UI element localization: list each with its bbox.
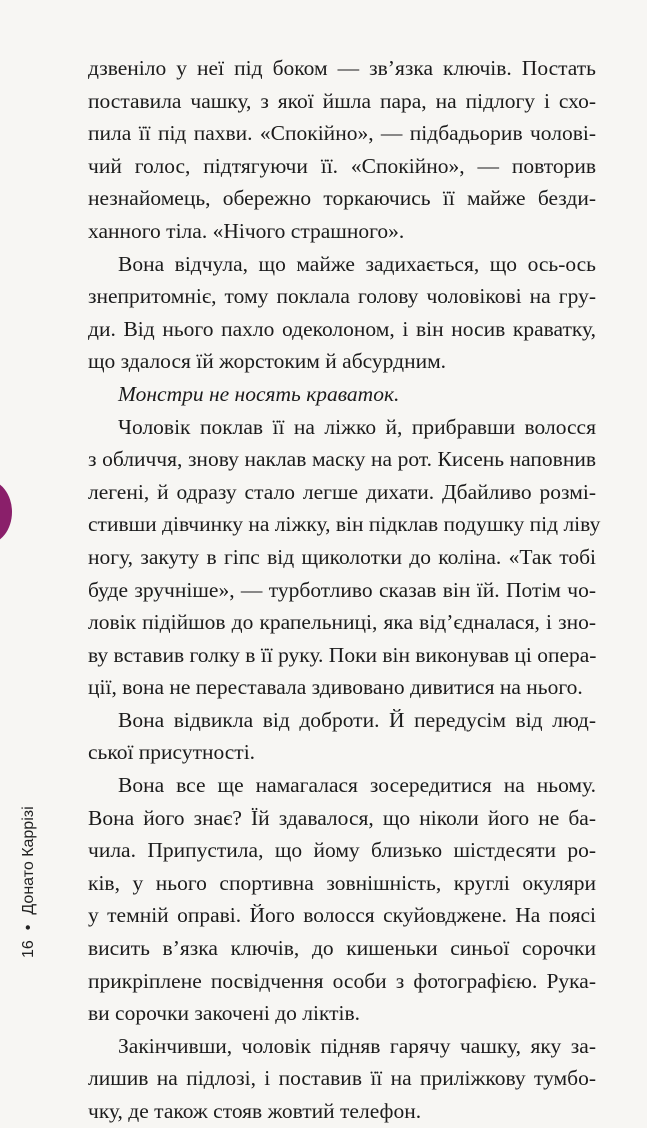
text-line: Вона все ще намагалася зосередитися на ньому. — [118, 773, 596, 798]
text-line: Вона відвикла від доброти. Й передусім від люд- — [118, 707, 596, 732]
text-line: у темній оправі. Його волосся скуйовджене. На поясі — [88, 903, 596, 928]
paragraph — [88, 411, 601, 704]
text-line: ханного тіла. «Нічого страшного». — [88, 218, 405, 243]
page-body-text — [88, 52, 601, 1128]
text-line: ції, вона не переставала здивовано дивитися на нього. — [88, 675, 583, 700]
text-line: чила. Припустила, що йому близько шістдесяти ро- — [88, 838, 596, 863]
text-line: що здалося їй жорстоким й абсурдним. — [88, 349, 447, 374]
footer-separator: • — [20, 924, 37, 931]
text-line: висить в’язка ключів, до кишеньки синьої сорочки — [88, 936, 596, 961]
text-line: Вона відчула, що майже задихається, що ось-ось — [118, 251, 596, 276]
text-line: незнайомець, обережно торкаючись її майже безди- — [88, 186, 596, 211]
text-line: буде зручніше», — турботливо сказав він їй. Потім чо- — [88, 577, 596, 602]
running-footer — [20, 806, 38, 958]
text-line: ди. Від нього пахло одеколоном, і він носив краватку, — [88, 316, 596, 341]
text-line: Закінчивши, чоловік підняв гарячу чашку, яку за- — [118, 1033, 596, 1058]
text-line: знепритомніє, тому поклала голову чоловікові на гру- — [88, 284, 596, 309]
text-line: пила її під пахви. «Спокійно», — підбадьорив чолові- — [88, 121, 596, 146]
text-line: Чоловік поклав її на ліжко й, прибравши волосся — [118, 414, 596, 439]
text-line: ногу, закуту в гіпс від щиколотки до коліна. «Так тобі — [88, 544, 596, 569]
text-line: ків, у нього спортивна зовнішність, круглі окуляри — [88, 870, 596, 895]
paragraph — [88, 1030, 596, 1128]
paragraph — [88, 378, 596, 411]
text-line: Вона його знає? Їй здавалося, що ніколи його не ба- — [88, 805, 596, 830]
text-line: ви сорочки закочені до ліктів. — [88, 1001, 361, 1026]
text-line: чий голос, підтягуючи її. «Спокійно», — повторив — [88, 153, 596, 178]
text-line: прикріплене посвідчення особи з фотографією. Рука- — [88, 968, 596, 993]
text-line: ловік підійшов до крапельниці, яка від’єдналася, і зно- — [88, 610, 596, 635]
paragraph — [88, 704, 596, 769]
author-name: Донато Каррізі — [20, 806, 37, 915]
paragraph — [88, 248, 596, 378]
text-line: ської присутності. — [88, 740, 256, 765]
text-line: поставила чашку, з якої йшла пара, на підлогу і схо- — [88, 88, 596, 113]
text-line: легені, й одразу стало легше дихати. Дбайливо розмі- — [88, 479, 596, 504]
text-line: чку, де також стояв жовтий телефон. — [88, 1099, 422, 1123]
text-line: з обличчя, знову наклав маску на рот. Кисень наповнив — [88, 447, 596, 472]
paragraph — [88, 52, 596, 248]
text-line: дзвеніло у неї під боком — зв’язка ключів. Постать — [88, 56, 596, 80]
text-line: стивши дівчинку на ліжку, він підклав подушку під ліву — [88, 512, 601, 537]
side-color-tab — [0, 480, 12, 544]
paragraph — [88, 769, 596, 1030]
page-number: 16 — [20, 940, 37, 958]
text-line: ву вставив голку в її руку. Поки він виконував ці опера- — [88, 642, 597, 667]
text-line: Монстри не носять краваток. — [118, 381, 400, 406]
text-line: лишив на підлозі, і поставив її на приліжкову тумбо- — [88, 1066, 596, 1091]
